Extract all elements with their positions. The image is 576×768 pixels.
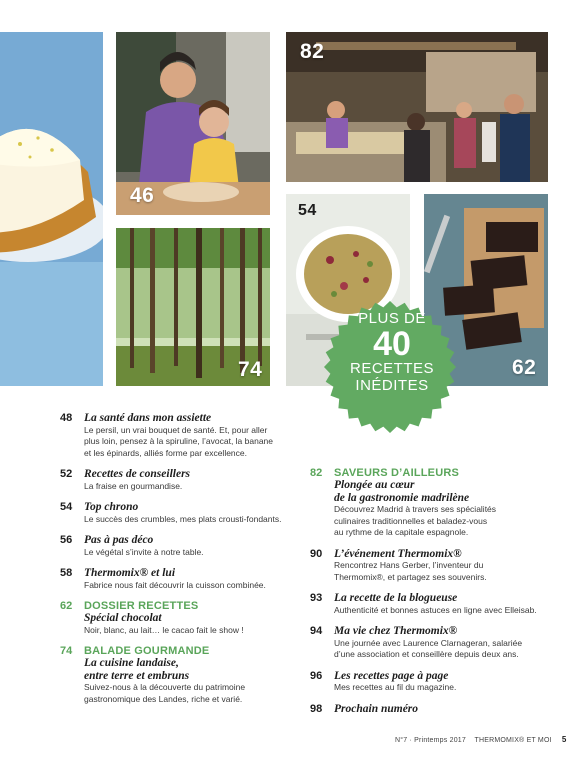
toc-page-number: 90 xyxy=(310,547,323,560)
toc-title: Top chrono xyxy=(84,501,139,513)
toc-category: BALADE GOURMANDE xyxy=(84,645,210,657)
footer-issue: N°7 · Printemps 2017 xyxy=(395,737,466,744)
toc-entry xyxy=(310,670,550,694)
toc-description: Le succès des crumbles, mes plats crousti-fondants. xyxy=(84,513,282,524)
toc-page-number: 54 xyxy=(60,501,73,513)
toc-description: Découvrez Madrid à travers ses spécialités xyxy=(334,504,497,514)
toc-entry xyxy=(310,467,550,539)
toc-description: Le persil, un vrai bouquet de santé. Et, pour aller xyxy=(84,424,268,435)
toc-description: Le végétal s’invite à notre table. xyxy=(84,546,204,557)
toc-right-column xyxy=(310,467,550,715)
toc-entry xyxy=(60,412,292,459)
toc-description: Suivez-nous à la découverte du patrimoine xyxy=(84,682,246,692)
toc-title: Ma vie chez Thermomix® xyxy=(334,625,458,637)
toc-entry xyxy=(60,567,292,591)
toc-description: Authenticité et bonnes astuces en ligne avec Elleisab. xyxy=(334,604,537,615)
badge-line4: INÉDITES xyxy=(355,377,429,394)
toc-entry xyxy=(60,645,292,705)
toc-title: Prochain numéro xyxy=(334,702,419,715)
toc-page-number: 52 xyxy=(60,468,73,480)
toc-description: plus loin, pensez à la spiruline, l’avocat, la banane xyxy=(84,436,274,446)
badge-line2: 40 xyxy=(373,325,411,363)
pine-forest-photo xyxy=(116,228,270,386)
toc-description: Fabrice nous fait découvrir la cuisson combinée. xyxy=(84,579,266,590)
toc-page-number: 48 xyxy=(60,412,73,424)
toc-entry xyxy=(60,600,292,636)
toc-title: L’événement Thermomix® xyxy=(334,547,462,560)
toc-title: La cuisine landaise, xyxy=(84,657,179,669)
madrid-market-photo xyxy=(286,32,548,182)
toc-title: La santé dans mon assiette xyxy=(84,412,212,424)
toc-entry xyxy=(310,625,550,661)
baking-family-photo xyxy=(116,32,270,215)
page-number-82: 82 xyxy=(300,40,325,63)
toc-description: Une journée avec Laurence Clarnageran, salariée xyxy=(334,637,523,648)
toc-description: Noir, blanc, au lait… le cacao fait le show ! xyxy=(84,624,244,635)
badge-line3: RECETTES xyxy=(349,360,434,377)
badge-line1: PLUS DE xyxy=(358,310,426,327)
toc-category: DOSSIER RECETTES xyxy=(84,600,199,612)
toc-title: La recette de la blogueuse xyxy=(334,592,458,604)
toc-description: d’une association et conseillère depuis deux ans. xyxy=(334,649,519,659)
cake-photo xyxy=(0,32,103,386)
toc-page-number: 93 xyxy=(310,592,323,604)
toc-entry xyxy=(310,592,550,616)
toc-title: Plongée au cœur xyxy=(334,479,415,491)
toc-title: Thermomix® et lui xyxy=(84,567,176,579)
toc-entry xyxy=(60,468,292,492)
toc-description: culinaires traditionnelles et baladez-vous xyxy=(334,515,488,526)
toc-page-number: 94 xyxy=(310,625,323,637)
toc-title: Spécial chocolat xyxy=(84,612,162,624)
toc-description: Mes recettes au fil du magazine. xyxy=(334,682,457,692)
toc-description: La fraise en gourmandise. xyxy=(84,480,183,491)
footer-brand: THERMOMIX® ET MOI xyxy=(474,737,552,744)
toc-page-number: 98 xyxy=(310,702,323,715)
toc-page-number: 74 xyxy=(60,645,73,657)
toc-title: Les recettes page à page xyxy=(334,669,449,682)
toc-entry xyxy=(60,534,292,558)
page-number-74: 74 xyxy=(238,358,263,381)
toc-title-line2: de la gastronomie madrilène xyxy=(334,491,470,504)
toc-page-number: 56 xyxy=(60,534,73,546)
toc-title: Pas à pas déco xyxy=(84,534,154,546)
toc-description: et les épinards, alliés forme par excellence. xyxy=(84,447,247,458)
toc-entry xyxy=(310,703,550,716)
toc-title: Recettes de conseillers xyxy=(84,468,191,480)
toc-page-number: 96 xyxy=(310,669,323,682)
toc-page-number: 82 xyxy=(310,467,323,479)
toc-left-column xyxy=(60,412,292,705)
toc-description: Rencontrez Hans Gerber, l’inventeur du xyxy=(334,560,484,570)
toc-description: au rythme de la capitale espagnole. xyxy=(334,527,469,537)
page-number-54: 54 xyxy=(298,202,317,219)
page-footer xyxy=(395,735,567,744)
badge-text xyxy=(318,310,466,394)
toc-description: gastronomique des Landes, riche et varié. xyxy=(84,693,243,704)
page-number-46: 46 xyxy=(130,184,155,207)
toc-title-line2: entre terre et embruns xyxy=(84,669,190,682)
toc-page-number: 62 xyxy=(60,600,73,612)
toc-entry xyxy=(310,548,550,584)
footer-page-number: 5 xyxy=(561,735,567,744)
page-number-62: 62 xyxy=(512,356,537,379)
toc-entry xyxy=(60,501,292,525)
toc-page-number: 58 xyxy=(60,567,73,579)
toc-category: SAVEURS D’AILLEURS xyxy=(334,467,460,479)
toc-description: Thermomix®, et partagez ses souvenirs. xyxy=(334,571,487,582)
